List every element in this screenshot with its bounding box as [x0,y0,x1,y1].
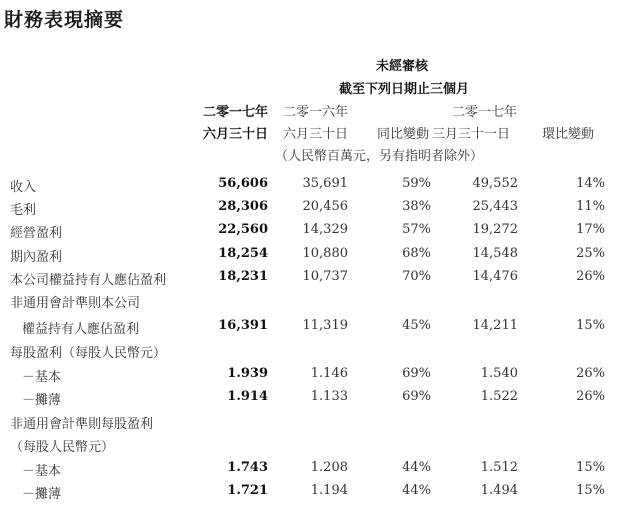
value-yoy: 69% [402,366,431,381]
value-yoy: 68% [402,246,431,261]
value-q1-2017: 1.512 [480,460,518,475]
value-q1-2017: 49,552 [472,176,518,191]
value-q2-2016: 1.208 [310,460,348,475]
table-row [0,483,640,503]
value-yoy: 70% [402,269,431,284]
value-yoy: 44% [402,460,431,475]
value-qoq: 26% [576,389,605,404]
value-q2-2016: 10,880 [302,246,348,261]
col1-header-date: 六月三十日 [203,127,269,142]
row-label: 非通用會計準則本公司 [10,296,141,311]
value-qoq: 17% [576,222,605,237]
col4-header-year: 二零一七年 [452,105,518,120]
value-qoq: 14% [576,176,605,191]
value-q1-2017: 1.522 [480,389,518,404]
value-yoy: 59% [402,176,431,191]
row-label: 非通用會計準則每股盈利 [10,417,154,432]
value-q2-2017: 1.721 [227,483,268,498]
row-label: 經營盈利 [10,226,63,241]
table-row [0,292,640,312]
value-q1-2017: 25,443 [472,199,518,214]
header-period: 截至下列日期止三個月 [339,82,470,97]
value-q2-2016: 14,329 [302,222,348,237]
row-label: 期內盈利 [10,250,63,265]
value-q2-2016: 35,691 [302,176,348,191]
col3-header: 同比變動 [377,127,430,142]
value-q2-2016: 1.146 [310,366,348,381]
row-label: 權益持有人應佔盈利 [22,322,140,337]
col5-header: 環比變動 [542,127,595,142]
value-q2-2017: 28,306 [218,199,268,214]
value-yoy: 69% [402,389,431,404]
table-row [0,176,640,196]
value-yoy: 57% [402,222,431,237]
value-q2-2016: 20,456 [302,199,348,214]
value-q2-2016: 10,737 [302,269,348,284]
value-q2-2016: 1.194 [310,483,348,498]
row-label: 收入 [10,180,37,195]
value-q1-2017: 1.494 [480,483,518,498]
table-row [0,460,640,480]
row-label: （每股人民幣元） [10,440,115,455]
table-row [0,342,640,362]
row-label: －基本 [22,370,62,385]
header-unaudited: 未經審核 [376,59,429,74]
value-qoq: 11% [576,199,605,214]
value-qoq: 26% [576,366,605,381]
value-yoy: 38% [402,199,431,214]
value-qoq: 15% [576,483,605,498]
table-row [0,389,640,409]
value-qoq: 15% [576,318,605,333]
value-yoy: 45% [402,318,431,333]
table-row [0,436,640,456]
value-q2-2016: 11,319 [302,318,348,333]
row-label: －攤薄 [22,393,62,408]
unit-note: （人民幣百萬元，另有指明者除外） [275,149,484,164]
table-row [0,222,640,242]
value-q2-2017: 56,606 [218,176,268,191]
col2-header-date: 六月三十日 [283,127,349,142]
value-q2-2016: 1.133 [310,389,348,404]
value-qoq: 26% [576,269,605,284]
value-qoq: 25% [576,246,605,261]
value-q1-2017: 1.540 [480,366,518,381]
col4-header-date: 三月三十一日 [432,127,511,142]
value-q1-2017: 14,211 [472,318,518,333]
value-q2-2017: 1.939 [227,366,268,381]
value-q1-2017: 19,272 [472,222,518,237]
table-row [0,366,640,386]
table-row [0,246,640,266]
value-q1-2017: 14,476 [472,269,518,284]
row-label: －攤薄 [22,487,62,502]
table-row [0,318,640,338]
value-q2-2017: 1.743 [227,460,268,475]
col2-header-year: 二零一六年 [283,105,349,120]
value-yoy: 44% [402,483,431,498]
value-q2-2017: 22,560 [218,222,268,237]
value-q2-2017: 18,254 [218,246,268,261]
row-label: 毛利 [10,203,37,218]
table-row [0,413,640,433]
value-q1-2017: 14,548 [472,246,518,261]
value-q2-2017: 1.914 [227,389,268,404]
value-q2-2017: 16,391 [218,318,268,333]
page-title: 財務表現摘要 [4,9,125,31]
row-label: 本公司權益持有人應佔盈利 [10,273,167,288]
table-row [0,199,640,219]
col1-header-year: 二零一七年 [203,105,269,120]
row-label: 每股盈利（每股人民幣元） [10,346,167,361]
value-q2-2017: 18,231 [218,269,268,284]
table-row [0,269,640,289]
value-qoq: 15% [576,460,605,475]
row-label: －基本 [22,464,62,479]
